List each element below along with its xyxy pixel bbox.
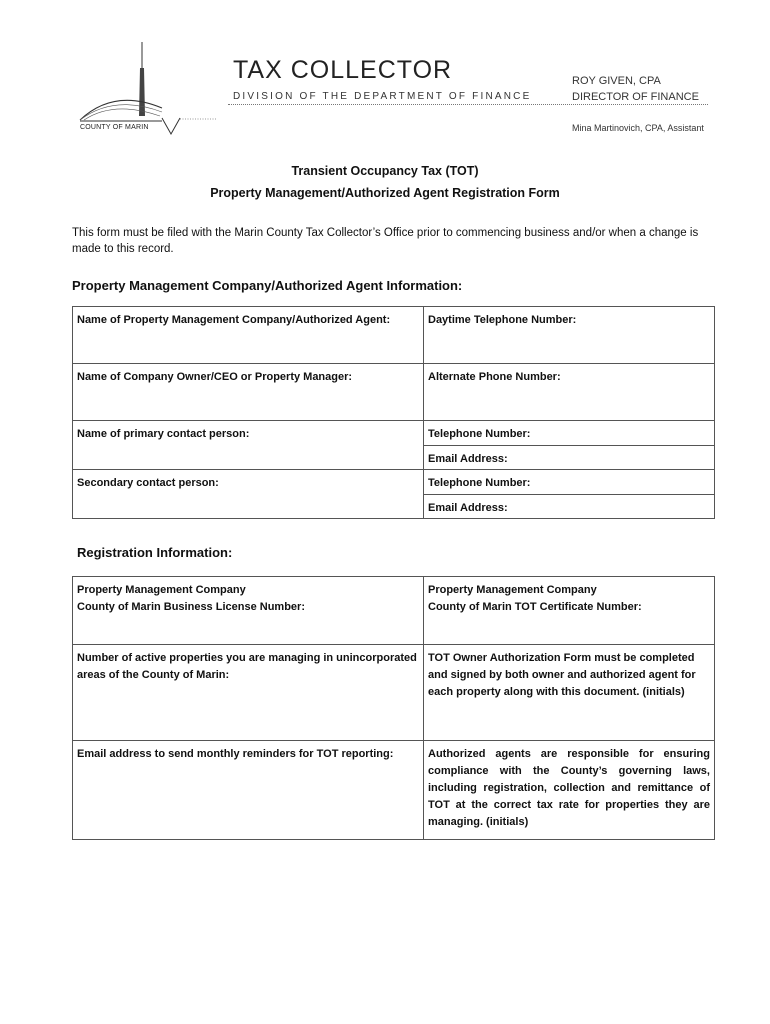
- registration-info-table: [72, 576, 715, 840]
- secondary-email-label: Email Address:: [428, 502, 508, 514]
- primary-email-label: Email Address:: [428, 453, 508, 465]
- secondary-phone-label: Telephone Number:: [428, 477, 531, 489]
- secondary-email-field[interactable]: [424, 495, 715, 519]
- intro-text: This form must be filed with the Marin County Tax Collector’s Office prior to commencing business and/or when a change is made to this record.: [72, 227, 699, 255]
- owner-authorization-note: TOT Owner Authorization Form must be completed and signed by both owner and authorized agent for each property along with this document. (initials): [428, 652, 696, 698]
- business-license-label-line1: Property Management Company: [77, 584, 246, 596]
- primary-contact-label: Name of primary contact person:: [77, 428, 250, 440]
- company-name-label: Name of Property Management Company/Authorized Agent:: [77, 314, 391, 326]
- director-name: ROY GIVEN, CPA: [572, 75, 661, 87]
- county-label: COUNTY OF MARIN: [80, 124, 149, 131]
- daytime-phone-label: Daytime Telephone Number:: [428, 314, 577, 326]
- primary-contact-field[interactable]: [73, 421, 424, 470]
- tot-certificate-field[interactable]: [424, 577, 715, 645]
- business-license-field[interactable]: [73, 577, 424, 645]
- agent-section-heading: Property Management Company/Authorized Agent Information:: [72, 278, 463, 293]
- alternate-phone-field[interactable]: [424, 364, 715, 421]
- owner-name-label: Name of Company Owner/CEO or Property Manager:: [77, 371, 353, 383]
- office-subtitle: DIVISION OF THE DEPARTMENT OF FINANCE: [233, 91, 532, 102]
- owner-authorization-initials-field[interactable]: [424, 645, 715, 741]
- civic-center-spire-icon: [74, 38, 224, 138]
- agent-responsibility-initials-field[interactable]: [424, 741, 715, 840]
- secondary-contact-label: Secondary contact person:: [77, 477, 219, 489]
- business-license-label-line2: County of Marin Business License Number:: [77, 601, 305, 613]
- active-properties-field[interactable]: [73, 645, 424, 741]
- primary-phone-label: Telephone Number:: [428, 428, 531, 440]
- alternate-phone-label: Alternate Phone Number:: [428, 371, 561, 383]
- director-title: DIRECTOR OF FINANCE: [572, 91, 699, 103]
- secondary-phone-field[interactable]: [424, 470, 715, 495]
- agent-responsibility-note: Authorized agents are responsible for ensuring compliance with the County’s governing laws, including registration, collection and remittance of TOT at the correct tax rate for properties they are managing. (initials): [428, 748, 710, 828]
- secondary-contact-field[interactable]: [73, 470, 424, 519]
- tot-certificate-label-line2: County of Marin TOT Certificate Number:: [428, 601, 642, 613]
- header-divider: [228, 104, 708, 105]
- registration-section-heading: Registration Information:: [77, 545, 233, 560]
- reminder-email-field[interactable]: [73, 741, 424, 840]
- assistant-name: Mina Martinovich, CPA, Assistant: [572, 123, 704, 133]
- active-properties-label: Number of active properties you are managing in unincorporated areas of the County of Marin:: [77, 652, 417, 681]
- daytime-phone-field[interactable]: [424, 307, 715, 364]
- primary-phone-field[interactable]: [424, 421, 715, 446]
- reminder-email-label: Email address to send monthly reminders for TOT reporting:: [77, 748, 394, 760]
- county-logo: [74, 38, 224, 138]
- primary-email-field[interactable]: [424, 446, 715, 470]
- form-subtitle: Property Management/Authorized Agent Registration Form: [210, 186, 560, 200]
- form-title: Transient Occupancy Tax (TOT): [291, 164, 479, 178]
- owner-name-field[interactable]: [73, 364, 424, 421]
- agent-info-table: [72, 306, 715, 519]
- tot-certificate-label-line1: Property Management Company: [428, 584, 597, 596]
- company-name-field[interactable]: [73, 307, 424, 364]
- office-title: TAX COLLECTOR: [233, 56, 453, 84]
